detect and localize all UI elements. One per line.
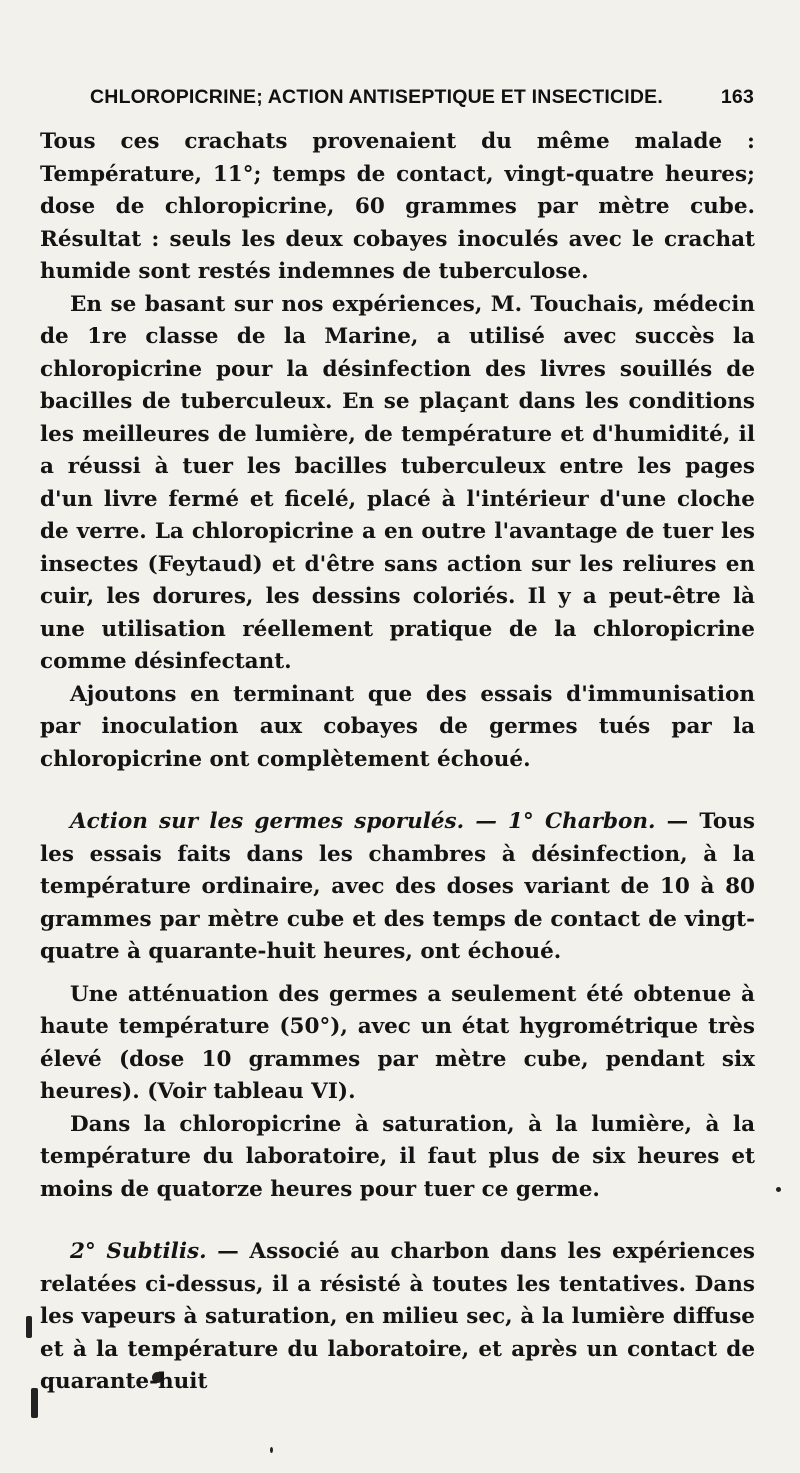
- body-text: [40, 126, 755, 1399]
- paragraph: En se basant sur nos expériences, M. Touchais, médecin de 1re classe de la Marine, a utilisé avec succès la chloropicrine pour la désinfection des livres souillés de bacilles de tuberculeux. En se plaçant dans les conditions les meilleures de lumière, de température et d'humidité, il a réussi à tuer les bacilles tuberculeux entre les pages d'un livre fermé et ficelé, placé à l'intérieur d'une cloche de verre. La chloropicrine a en outre l'avantage de tuer les insectes (Feytaud) et d'être sans action sur les reliures en cuir, les dorures, les dessins coloriés. Il y a peut-être là une utilisation réellement pratique de la chloropicrine comme désinfectant.: [40, 291, 755, 674]
- ink-speck: [31, 1388, 38, 1418]
- ink-speck: [270, 1447, 273, 1453]
- section-heading: Action sur les germes sporulés. — 1° Charbon.: [70, 809, 656, 834]
- section-text: — Tous les essais faits dans les chambres à désinfection, à la température ordinaire, avec des doses variant de 10 à 80 grammes par mètre cube et des temps de contact de vingt-quatre à quarante-huit heures, ont échoué.: [40, 809, 755, 964]
- section-paragraph-charbon: [40, 806, 755, 969]
- ink-speck: [776, 1187, 781, 1192]
- section-heading: 2° Subtilis.: [70, 1239, 207, 1264]
- paragraph: Tous ces crachats provenaient du même malade : Température, 11°; temps de contact, vingt-quatre heures; dose de chloropicrine, 60 grammes par mètre cube. Résultat : seuls les deux cobayes inoculés avec le crachat humide sont restés indemnes de tuberculose.: [40, 129, 755, 284]
- chapter-title: CHLOROPICRINE; ACTION ANTISEPTIQUE ET INSECTICIDE.: [90, 86, 663, 108]
- section-text: — Associé au charbon dans les expériences relatées ci-dessus, il a résisté à toutes les tentatives. Dans les vapeurs à saturation, en milieu sec, à la lumière diffuse et à la température du laboratoire, et après un contact de quarante-huit: [40, 1239, 755, 1394]
- paragraph: Ajoutons en terminant que des essais d'immunisation par inoculation aux cobayes de germes tués par la chloropicrine ont complètement échoué.: [40, 681, 755, 772]
- page-number: 163: [720, 86, 754, 108]
- section-paragraph-subtilis: [40, 1236, 755, 1399]
- ink-speck: [26, 1316, 32, 1338]
- running-header: [90, 86, 754, 109]
- paragraph: Dans la chloropicrine à saturation, à la lumière, à la température du laboratoire, il faut plus de six heures et moins de quatorze heures pour tuer ce germe.: [40, 1111, 755, 1202]
- paragraph: Une atténuation des germes a seulement été obtenue à haute température (50°), avec un état hygrométrique très élevé (dose 10 grammes par mètre cube, pendant six heures). (Voir tableau VI).: [40, 981, 755, 1104]
